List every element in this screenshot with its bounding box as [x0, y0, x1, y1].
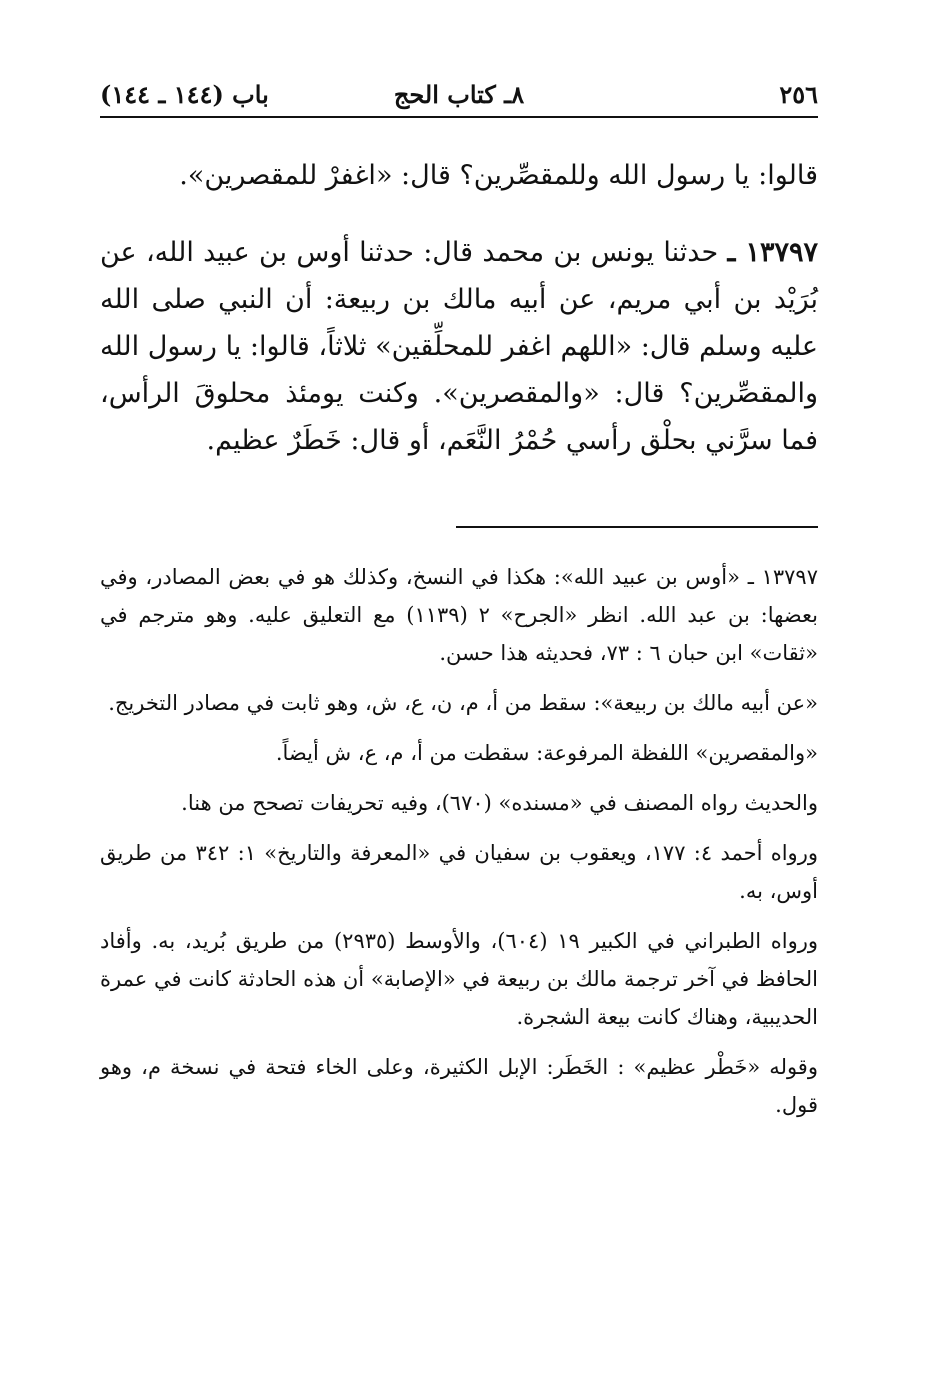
footnote-6: ورواه الطبراني في الكبير ١٩ (٦٠٤)، والأوسط (٢٩٣٥) من طريق بُريد، به. وأفاد الحافظ في آخر ترجمة مالك بن ربيعة في «الإصابة» أن هذه الحادثة كانت في عمرة الحديبية، وهناك كانت بيعة الشجرة. — [100, 929, 818, 1029]
footnotes — [100, 558, 818, 1124]
main-paragraph-1: قالوا: يا رسول الله وللمقصِّرين؟ قال: «اغفرْ للمقصرين». — [179, 160, 818, 191]
header-rule — [100, 116, 818, 118]
footnote-7: وقوله «خَطْر عظيم» : الخَطَر: الإبل الكثيرة، وعلى الخاء فتحة في نسخة م، وهو قول. — [100, 1055, 818, 1117]
hadith-text: حدثنا يونس بن محمد قال: حدثنا أوس بن عبيد الله، عن بُرَيْد بن أبي مريم، عن أبيه مالك بن ربيعة: أن النبي صلى الله عليه وسلم قال: «اللهم اغفر للمحلِّقين» ثلاثاً، قالوا: يا رسول الله والمقصِّرين؟ قال: «والمقصرين». وكنت يومئذ محلوقَ الرأس، فما سرَّني بحلْق رأسي حُمْرُ النَّعَم، أو قال: خَطَرٌ عظيم. — [100, 237, 818, 456]
footnote-1: ١٣٧٩٧ ـ «أوس بن عبيد الله»: هكذا في النسخ، وكذلك هو في بعض المصادر، وفي بعضها: بن عبد الله. انظر «الجرح» ٢ (١١٣٩) مع التعليق عليه. وهو مترجم في «ثقات» ابن حبان ٦ : ٧٣، فحديثه هذا حسن. — [100, 565, 818, 665]
running-header — [100, 80, 818, 114]
footnote-3: «والمقصرين» اللفظة المرفوعة: سقطت من أ، م، ع، ش أيضاً. — [275, 741, 818, 765]
chapter-reference: باب (١٤٤ ـ ١٤٤) — [100, 80, 269, 109]
hadith-paragraph — [100, 229, 818, 464]
page-number: ٢٥٦ — [779, 80, 818, 109]
footnote-4: والحديث رواه المصنف في «مسنده» (٦٧٠)، وفيه تحريفات تصحح من هنا. — [181, 791, 818, 815]
main-text — [100, 152, 818, 464]
footnote-2: «عن أبيه مالك بن ربيعة»: سقط من أ، م، ن، ع، ش، وهو ثابت في مصادر التخريج. — [108, 691, 818, 715]
hadith-number: ١٣٧٩٧ ـ — [727, 237, 819, 268]
footnote-rule — [456, 526, 818, 528]
footnote-5: ورواه أحمد ٤: ١٧٧، ويعقوب بن سفيان في «المعرفة والتاريخ» ١: ٣٤٢ من طريق أوس، به. — [100, 841, 818, 903]
book-page — [100, 80, 818, 1320]
book-title: ٨ـ كتاب الحج — [393, 80, 525, 109]
